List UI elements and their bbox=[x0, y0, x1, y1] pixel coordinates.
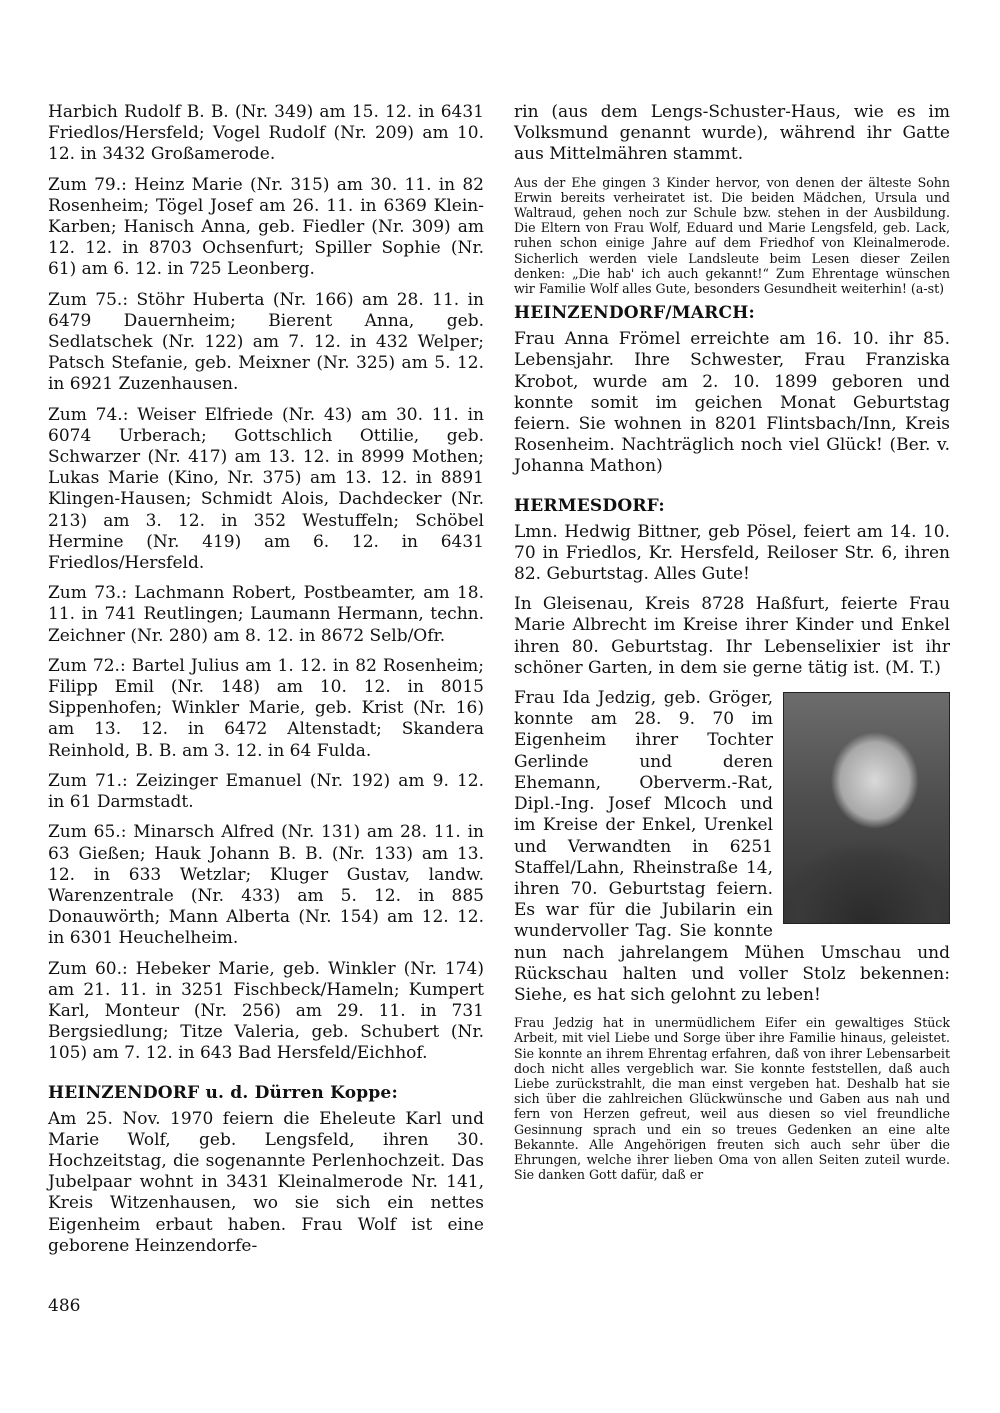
paragraph: Zum 73.: Lachmann Robert, Postbeamter, am 18. 11. in 741 Reutlingen; Laumann Hermann, techn. Zeichner (Nr. 280) am 8. 12. in 8672 Selb/Ofr. bbox=[48, 583, 484, 646]
paragraph: Am 25. Nov. 1970 feiern die Eheleute Karl und Marie Wolf, geb. Lengsfeld, ihren 30. Hochzeitstag, die sogenannte Perlenhochzeit. Das Jubelpaar wohnt in 3431 Kleinalmerode Nr. 141, Kreis Witzenhausen, wo sie sich ein nettes Eigenheim erbaut haben. Frau Wolf ist eine geborene Heinzendorfe- bbox=[48, 1108, 484, 1256]
paragraph: Zum 65.: Minarsch Alfred (Nr. 131) am 28. 11. in 63 Gießen; Hauk Johann B. B. (Nr. 133) am 13. 12. in 633 Wetzlar; Kluger Gustav, landw. Warenzentrale (Nr. 433) am 5. 12. in 885 Donauwörth; Mann Alberta (Nr. 154) am 12. 12. in 6301 Heuchelheim. bbox=[48, 822, 484, 949]
section-heading: HERMESDORF: bbox=[514, 495, 665, 516]
paragraph: In Gleisenau, Kreis 8728 Haßfurt, feierte Frau Marie Albrecht im Kreise ihrer Kinder und Enkel ihren 80. Geburtstag. Ihr Lebenselixier ist ihr schöner Garten, in dem sie gerne tätig ist. (M. T.) bbox=[514, 594, 950, 678]
small-print-paragraph: Aus der Ehe gingen 3 Kinder hervor, von denen der älteste Sohn Erwin bereits verheiratet ist. Die beiden Mädchen, Ursula und Waltraud, gehen noch zur Schule bzw. stehen in der Ausbildung. Die Eltern von Frau Wolf, Eduard und Marie Lengsfeld, geb. Lack, ruhen schon einige Jahre auf dem Friedhof von Kleinalmerode. Sicherlich werden viele Landsleute beim Lesen dieser Zeilen denken: „Die hab' ich auch gekannt!“ Zum Ehrentage wünschen wir Familie Wolf alles Gute, besonders Gesundheit weiterhin! (a-st) bbox=[514, 174, 950, 297]
portrait-photo bbox=[783, 692, 950, 924]
paragraph: Frau Ida Jedzig, geb. Gröger, konnte am 28. 9. 70 im Eigenheim ihrer Tochter Gerlinde und deren Ehemann, Oberverm.-Rat, Dipl.-Ing. Josef Mlcoch und im Kreise der Enkel, Urenkel und Verwandten in 6251 Staffel/Lahn, Rheinstraße 14, ihren 70. Geburtstag feiern. Es war für die Jubilarin ein wundervoller Tag. Sie konnte nun nach jahrelangem Mühen Umschau und Rückschau halten und voller Stolz bekennen: Siehe, es hat sich gelohnt zu leben! bbox=[514, 688, 950, 1005]
photo-paragraph bbox=[514, 688, 950, 1006]
section-heading: HEINZENDORF/MARCH: bbox=[514, 303, 755, 324]
paragraph: Zum 71.: Zeizinger Emanuel (Nr. 192) am 9. 12. in 61 Darmstadt. bbox=[48, 770, 484, 813]
paragraph: Zum 75.: Stöhr Huberta (Nr. 166) am 28. 11. in 6479 Dauernheim; Bierent Anna, geb. Sedlatschek (Nr. 122) am 7. 12. in 432 Welper; Patsch Stefanie, geb. Meixner (Nr. 325) am 5. 12. in 6921 Zuzenhausen. bbox=[48, 289, 484, 395]
section-heading: HEINZENDORF u. d. Dürren Koppe: bbox=[48, 1082, 398, 1103]
paragraph: Lmn. Hedwig Bittner, geb Pösel, feiert am 14. 10. 70 in Friedlos, Kr. Hersfeld, Reiloser Str. 6, ihren 82. Geburtstag. Alles Gute! bbox=[514, 521, 950, 585]
small-print-paragraph: Frau Jedzig hat in unermüdlichem Eifer ein gewaltiges Stück Arbeit, mit viel Liebe und Sorge über ihre Familie hinaus, geleistet. Sie konnte an ihrem Ehrentag erfahren, daß von ihrer Lebensarbeit doch nicht alles vergeblich war. Sie konnte feststellen, daß auch Liebe zurückstrahlt, die man einst vergeben hat. Deshalb hat sie sich über die zahlreichen Glückwünsche und Gaben aus nah und fern von Herzen gefreut, weil aus diesen so viel freundliche Gesinnung sprach und ein so treues Gedenken an eine alte Bekannte. Alle Angehörigen freuten sich auch sehr über die Ehrungen, welche ihrer lieben Oma von allen Seiten zuteil wurde. Sie danken Gott dafür, daß er bbox=[514, 1015, 950, 1183]
page-number: 486 bbox=[48, 1296, 81, 1316]
paragraph: Zum 72.: Bartel Julius am 1. 12. in 82 Rosenheim; Filipp Emil (Nr. 148) am 10. 12. in 8015 Sippenhofen; Winkler Marie, geb. Krist (Nr. 16) am 13. 12. in 6472 Altenstadt; Skandera Reinhold, B. B. am 3. 12. in 64 Fulda. bbox=[48, 655, 484, 761]
paragraph: Zum 79.: Heinz Marie (Nr. 315) am 30. 11. in 82 Rosenheim; Tögel Josef am 26. 11. in 6369 Klein-Karben; Hanisch Anna, geb. Fiedler (Nr. 309) am 12. 12. in 8703 Ochsenfurt; Spiller Sophie (Nr. 61) am 6. 12. in 725 Leonberg. bbox=[48, 174, 484, 280]
paragraph: rin (aus dem Lengs-Schuster-Haus, wie es im Volksmund genannt wurde), während ihr Gatte aus Mittelmähren stammt. bbox=[514, 102, 950, 165]
paragraph: Zum 60.: Hebeker Marie, geb. Winkler (Nr. 174) am 21. 11. in 3251 Fischbeck/Hameln; Kumpert Karl, Monteur (Nr. 256) am 29. 11. in 731 Bergsiedlung; Titze Valeria, geb. Schubert (Nr. 105) am 7. 12. in 643 Bad Hersfeld/Eichhof. bbox=[48, 958, 484, 1064]
paragraph: Zum 74.: Weiser Elfriede (Nr. 43) am 30. 11. in 6074 Urberach; Gottschlich Ottilie, geb. Schwarzer (Nr. 417) am 13. 12. in 8999 Mothen; Lukas Marie (Kino, Nr. 375) am 13. 12. in 8891 Klingen-Hausen; Schmidt Alois, Dachdecker (Nr. 213) am 3. 12. in 352 Westuffeln; Schöbel Hermine (Nr. 419) am 6. 12. in 6431 Friedlos/Hersfeld. bbox=[48, 404, 484, 574]
right-column bbox=[514, 102, 950, 1189]
paragraph: Frau Anna Frömel erreichte am 16. 10. ihr 85. Lebensjahr. Ihre Schwester, Frau Franziska Krobot, wurde am 2. 10. 1899 geboren und konnte somit im geichen Monat Geburtstag feiern. Sie wohnen in 8201 Flintsbach/Inn, Kreis Rosenheim. Nachträglich noch viel Glück! (Ber. v. Johanna Mathon) bbox=[514, 329, 950, 477]
paragraph: Harbich Rudolf B. B. (Nr. 349) am 15. 12. in 6431 Friedlos/Hersfeld; Vogel Rudolf (Nr. 209) am 10. 12. in 3432 Großamerode. bbox=[48, 102, 484, 165]
left-column bbox=[48, 102, 484, 1266]
